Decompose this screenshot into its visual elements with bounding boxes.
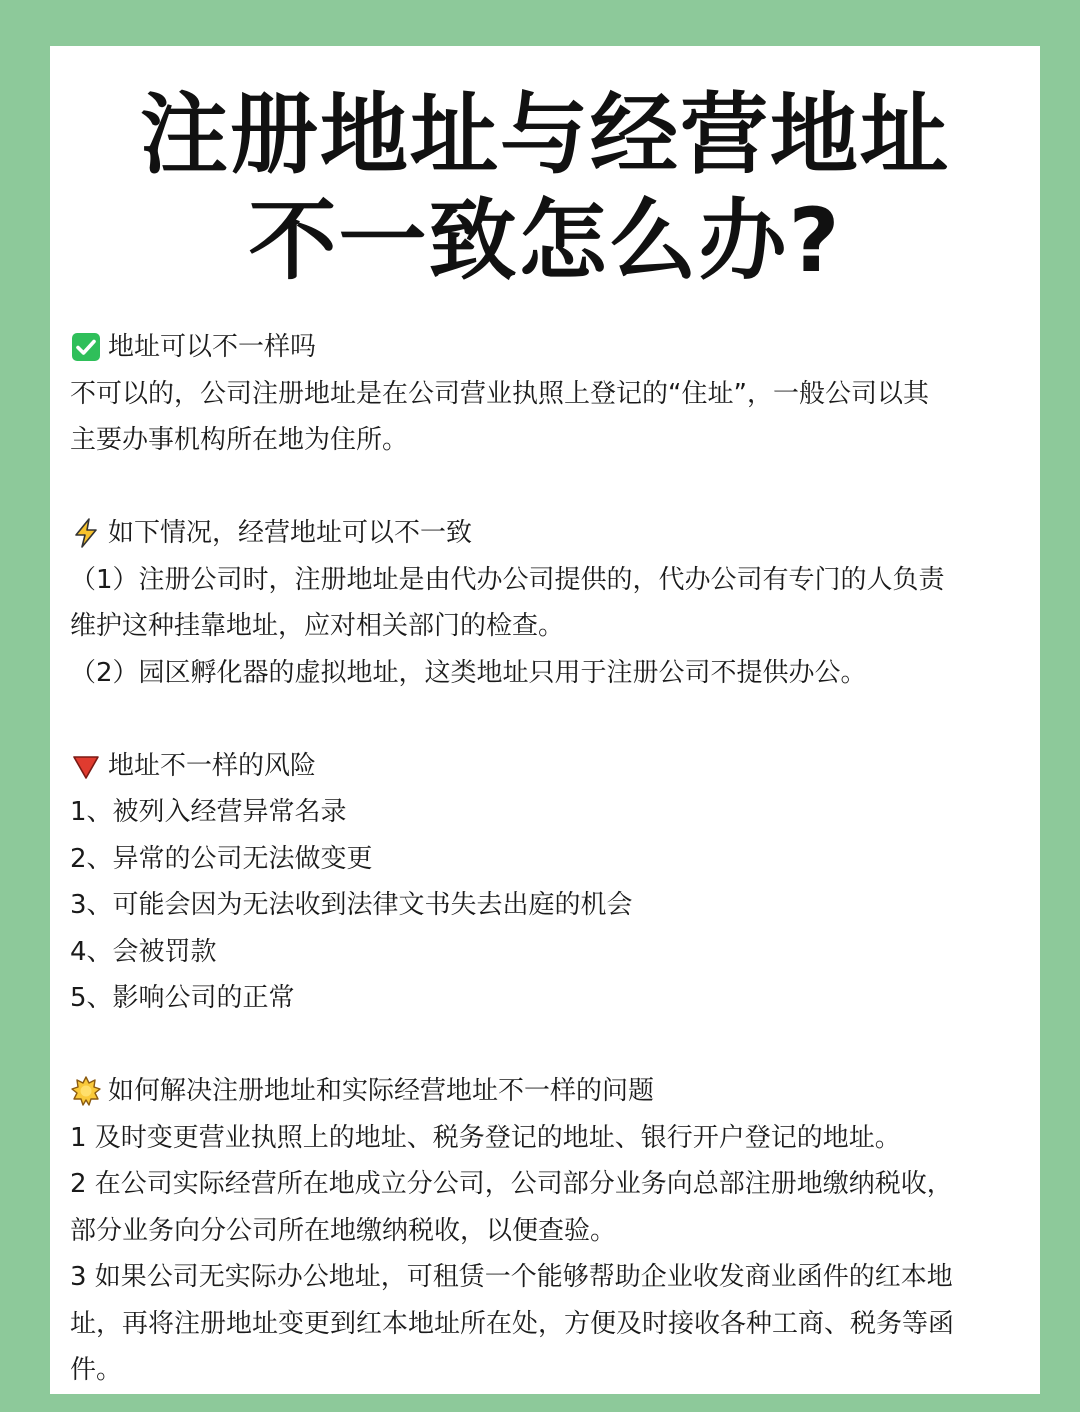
list-item: 3、可能会因为无法收到法律文书失去出庭的机会 xyxy=(70,890,633,920)
page-title xyxy=(70,46,1020,294)
paragraph-line: 主要办事机构所在地为住所。 xyxy=(70,425,409,455)
section-heading-text: 地址可以不一样吗 xyxy=(108,332,317,362)
spacer xyxy=(70,696,1020,743)
lightning-icon xyxy=(70,517,102,549)
list-item: 1、被列入经营异常名录 xyxy=(70,797,347,827)
spacer xyxy=(70,464,1020,511)
content-card xyxy=(50,46,1040,1394)
list-item: 1 及时变更营业执照上的地址、税务登记的地址、银行开户登记的地址。 xyxy=(70,1122,901,1153)
list-item: 2、异常的公司无法做变更 xyxy=(70,843,373,874)
paragraph-line: 维护这种挂靠地址，应对相关部门的检查。 xyxy=(70,611,565,641)
list-item: 址，再将注册地址变更到红本地址所在处，方便及时接收各种工商、税务等函 xyxy=(70,1308,955,1339)
section-heading-exceptions xyxy=(70,510,1020,557)
title-line-2: 不一致怎么办? xyxy=(248,189,842,292)
list-item: 3 如果公司无实际办公地址，可租赁一个能够帮助企业收发商业函件的红本地 xyxy=(70,1262,953,1292)
spacer xyxy=(70,1022,1020,1069)
list-item: 部分业务向分公司所在地缴纳税收，以便查验。 xyxy=(70,1215,617,1246)
section-heading-risks xyxy=(70,743,1020,790)
red-triangle-icon xyxy=(70,750,102,782)
article-body xyxy=(70,324,1020,1394)
sun-icon xyxy=(70,1075,102,1107)
section-heading-address-same xyxy=(70,324,1020,371)
paragraph-line: 不可以的，公司注册地址是在公司营业执照上登记的“住址”，一般公司以其 xyxy=(70,378,929,409)
list-item: 5、影响公司的正常 xyxy=(70,983,295,1013)
title-line-1: 注册地址与经营地址 xyxy=(139,83,950,186)
section-heading-text: 如下情况，经营地址可以不一致 xyxy=(108,518,473,548)
list-item: 2 在公司实际经营所在地成立分公司，公司部分业务向总部注册地缴纳税收， xyxy=(70,1169,953,1199)
section-heading-solutions xyxy=(70,1068,1020,1115)
section-heading-text: 地址不一样的风险 xyxy=(108,750,317,781)
paragraph-line: （2）园区孵化器的虚拟地址，这类地址只用于注册公司不提供办公。 xyxy=(70,657,867,688)
list-item: 4、会被罚款 xyxy=(70,936,217,967)
list-item: 件。 xyxy=(70,1355,123,1385)
paragraph-line: （1）注册公司时，注册地址是由代办公司提供的，代办公司有专门的人负责 xyxy=(70,564,945,595)
section-heading-text: 如何解决注册地址和实际经营地址不一样的问题 xyxy=(108,1076,655,1106)
check-icon xyxy=(70,331,102,363)
